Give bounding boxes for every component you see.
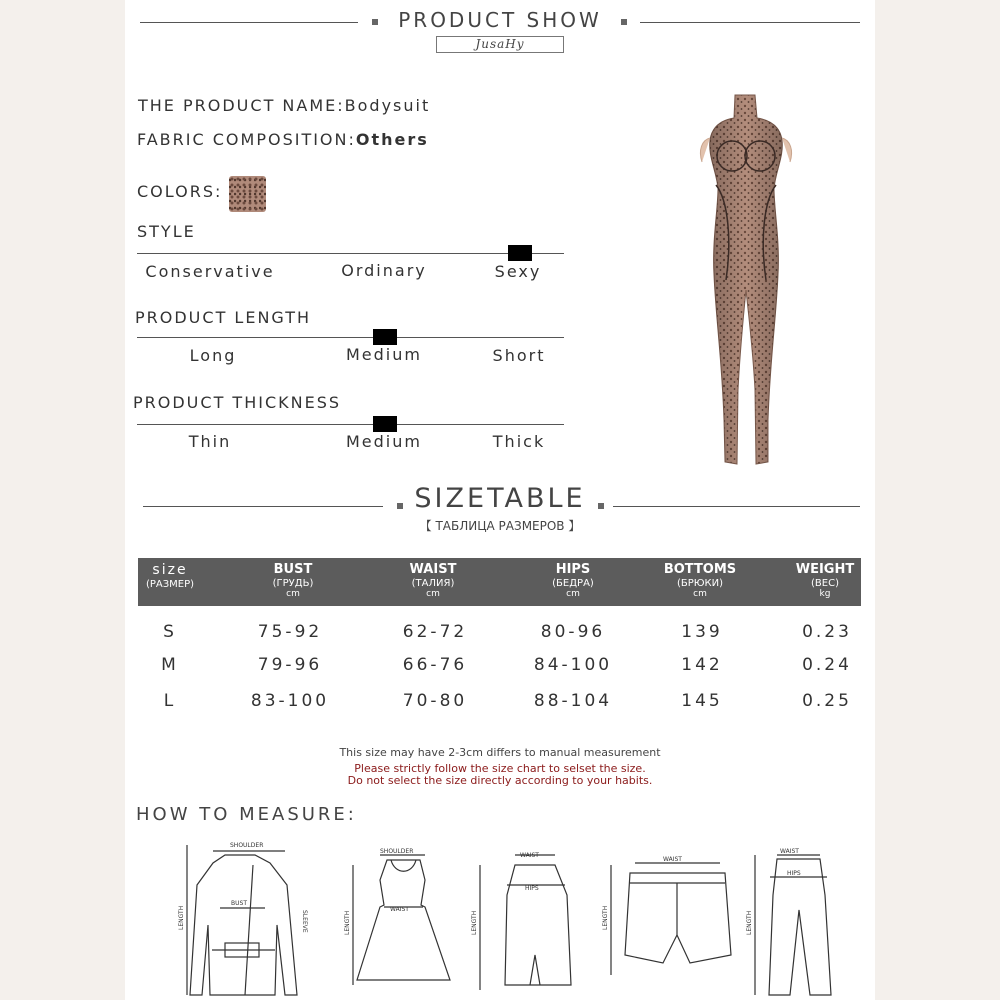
label-hips-skirt: HIPS xyxy=(525,885,539,892)
row-s-waist: 62-72 xyxy=(402,622,468,642)
skirt-diagram xyxy=(480,855,571,990)
label-length-jacket: LENGTH xyxy=(178,905,185,930)
sizetable-title: SIZETABLE xyxy=(414,483,586,514)
thickness-option-thick: Thick xyxy=(492,432,546,451)
row-l-size: L xyxy=(163,691,177,711)
label-shoulder-dress: SHOULDER xyxy=(380,848,414,855)
note-measurement: This size may have 2-3cm differs to manual measurement xyxy=(339,746,661,759)
colors-label: COLORS: xyxy=(137,182,223,201)
header-bottoms: BOTTOMS (БРЮКИ) cm xyxy=(663,562,737,599)
row-m-waist: 66-76 xyxy=(402,655,468,675)
label-hips-pants: HIPS xyxy=(787,870,801,877)
label-shoulder-jacket: SHOULDER xyxy=(230,842,264,849)
thickness-option-medium: Medium xyxy=(346,432,422,451)
fabric-row xyxy=(137,130,429,149)
style-title: STYLE xyxy=(137,222,196,241)
shorts-diagram xyxy=(611,863,731,975)
length-option-medium: Medium xyxy=(346,345,422,364)
header-weight: WEIGHT (ВЕС) kg xyxy=(795,562,855,599)
label-length-shorts: LENGTH xyxy=(602,905,609,930)
brand-logo: JusaHy xyxy=(436,36,564,53)
style-marker xyxy=(508,245,532,261)
product-show-title: PRODUCT SHOW xyxy=(398,8,602,32)
label-waist-skirt: WAIST xyxy=(520,852,539,859)
length-option-short: Short xyxy=(492,346,546,365)
dress-diagram xyxy=(353,855,450,985)
row-s-weight: 0.23 xyxy=(802,622,852,642)
style-scale-line xyxy=(137,253,564,254)
row-s-size: S xyxy=(163,622,177,642)
label-length-skirt: LENGTH xyxy=(471,910,478,935)
thickness-title: PRODUCT THICKNESS xyxy=(133,393,341,412)
header-square-right-icon xyxy=(621,19,627,25)
note-habits: Do not select the size directly according to your habits. xyxy=(347,774,653,787)
product-name-label: THE PRODUCT NAME: xyxy=(138,96,345,115)
row-l-waist: 70-80 xyxy=(402,691,468,711)
row-m-bottoms: 142 xyxy=(681,655,723,675)
row-l-bottoms: 145 xyxy=(681,691,723,711)
length-marker xyxy=(373,329,397,345)
row-s-bust: 75-92 xyxy=(257,622,323,642)
sizetable-subtitle: 【 ТАБЛИЦА РАЗМЕРОВ 】 xyxy=(419,519,581,533)
style-option-ordinary: Ordinary xyxy=(341,261,427,280)
length-title: PRODUCT LENGTH xyxy=(135,308,312,327)
label-waist-shorts: WAIST xyxy=(663,856,682,863)
row-l-hips: 88-104 xyxy=(533,691,613,711)
row-s-hips: 80-96 xyxy=(540,622,606,642)
label-sleeve: SLEEVE xyxy=(301,910,308,933)
label-waist-dress: WAIST xyxy=(390,906,409,913)
label-waist-pants: WAIST xyxy=(780,848,799,855)
color-swatch-leopard[interactable] xyxy=(229,176,266,212)
header-waist: WAIST (ТАЛИЯ) cm xyxy=(409,562,457,599)
label-length-pants: LENGTH xyxy=(746,910,753,935)
product-page xyxy=(125,0,875,1000)
thickness-option-thin: Thin xyxy=(188,432,232,451)
product-name-value: Bodysuit xyxy=(344,96,431,115)
thickness-scale-line xyxy=(137,424,564,425)
label-bust: BUST xyxy=(231,900,247,907)
fabric-value: Others xyxy=(355,130,429,149)
style-option-sexy: Sexy xyxy=(494,262,542,281)
length-option-long: Long xyxy=(189,346,237,365)
row-s-bottoms: 139 xyxy=(681,622,723,642)
row-l-bust: 83-100 xyxy=(250,691,330,711)
row-m-hips: 84-100 xyxy=(533,655,613,675)
how-to-measure-title: HOW TO MEASURE: xyxy=(136,804,357,825)
product-image-bodysuit xyxy=(680,90,810,470)
jacket-diagram xyxy=(187,845,297,995)
style-option-conservative: Conservative xyxy=(145,262,275,281)
row-m-bust: 79-96 xyxy=(257,655,323,675)
row-m-weight: 0.24 xyxy=(802,655,852,675)
sizetable-divider-right xyxy=(613,506,860,507)
header-size: size (РАЗМЕР) xyxy=(145,562,195,590)
header-divider-right xyxy=(640,22,860,23)
row-l-weight: 0.25 xyxy=(802,691,852,711)
length-scale-line xyxy=(137,337,564,338)
note-follow-chart: Please strictly follow the size chart to selset the size. xyxy=(354,762,646,775)
product-name-row xyxy=(138,96,430,115)
row-m-size: M xyxy=(161,655,179,675)
bodysuit-figure xyxy=(700,95,791,464)
thickness-marker xyxy=(373,416,397,432)
fabric-label: FABRIC COMPOSITION: xyxy=(137,130,356,149)
header-hips: HIPS (БЕДРА) cm xyxy=(552,562,594,599)
measure-diagrams xyxy=(125,835,875,1000)
sizetable-square-right-icon xyxy=(598,503,604,509)
size-table-header xyxy=(138,558,861,606)
header-bust: BUST (ГРУДЬ) cm xyxy=(272,562,314,599)
label-length-dress: LENGTH xyxy=(344,910,351,935)
